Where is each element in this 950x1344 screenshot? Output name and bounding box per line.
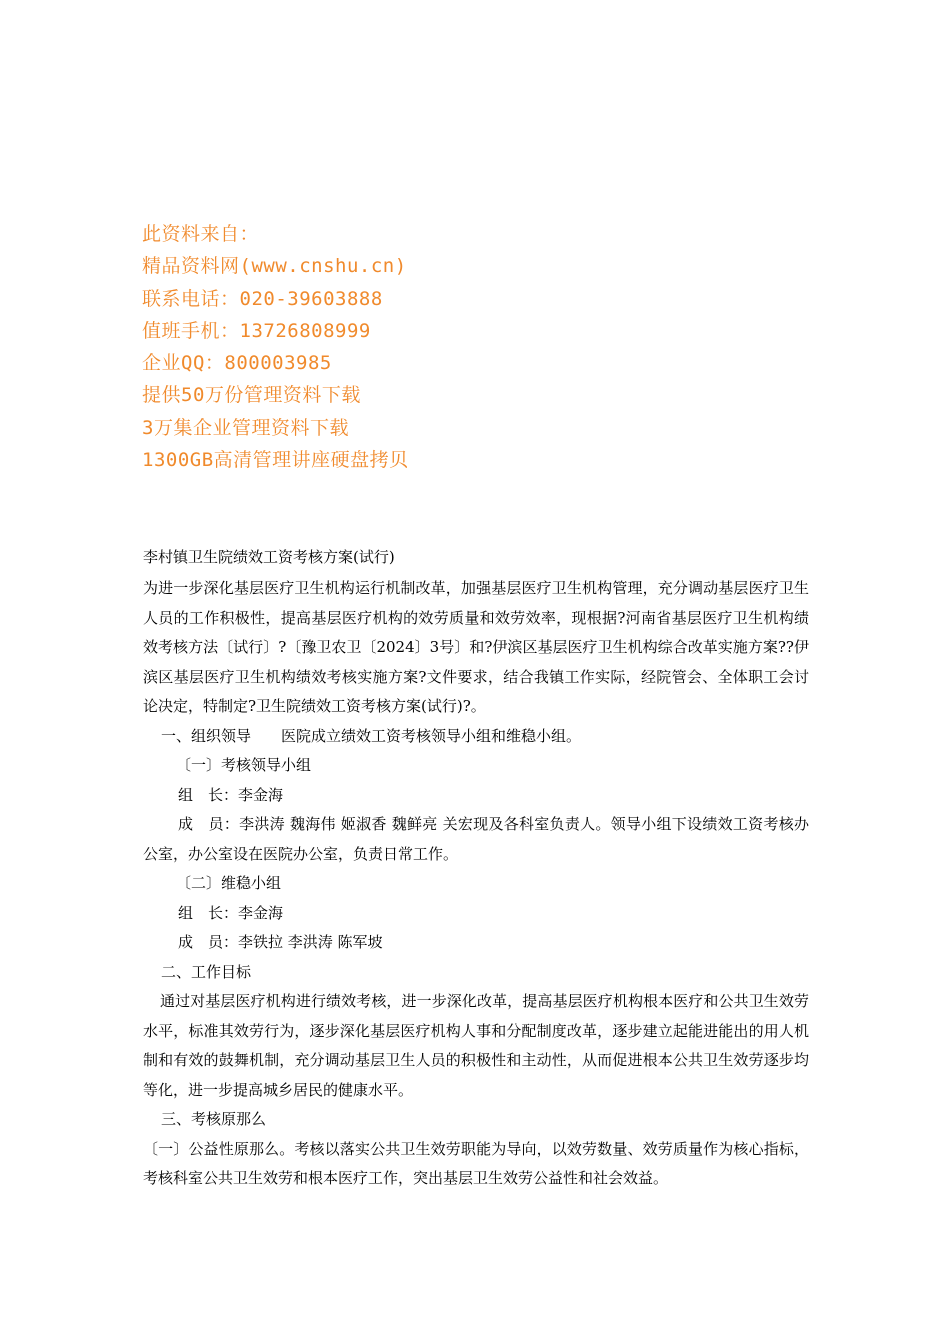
document-title: 李村镇卫生院绩效工资考核方案(试行) [143,548,395,566]
document-body [143,543,809,1194]
ad-line-source: 此资料来自： [142,223,260,245]
section-1-sub1-leader: 组 长：李金海 [178,785,284,804]
section-1-sub2-members: 成 员：李铁拉 李洪涛 陈军坡 [178,933,383,951]
intro-paragraph: 为进一步深化基层医疗卫生机构运行机制改革，加强基层医疗卫生机构管理，充分调动基层医疗卫生人员的工作积极性，提高基层医疗机构的效劳质量和效劳效率，现根据?河南省基层医疗卫生机构绩效考核方法〔试行〕?〔豫卫农卫〔2024〕3号〕和?伊滨区基层医疗卫生机构综合改革实施方案??伊滨区基层医疗卫生机构绩效考核实施方案?文件要求，结合我镇工作实际，经院管会、全体职工会讨论决定，特制定?卫生院绩效工资考核方案(试行)?。 [143,579,809,715]
ad-line-offer-3: 1300GB高清管理讲座硬盘拷贝 [142,449,409,472]
section-1-heading: 一、组织领导 医院成立绩效工资考核领导小组和维稳小组。 [161,726,582,745]
ad-line-website: 精品资料网(www.cnshu.cn) [142,255,407,278]
section-3-item-1: 〔一〕公益性原那么。考核以落实公共卫生效劳职能为导向，以效劳数量、效劳质量作为核心指标，考核科室公共卫生效劳和根本医疗工作，突出基层卫生效劳公益性和社会效益。 [143,1139,809,1187]
ad-line-mobile: 值班手机：13726808999 [142,319,371,342]
section-1-subheading-2: 〔二〕维稳小组 [176,874,282,892]
section-1-sub1-members: 成 员：李洪涛 魏海伟 姬淑香 魏鲜亮 关宏现及各科室负责人。领导小组下设绩效工资考核办公室，办公室设在医院办公室，负责日常工作。 [143,815,809,863]
section-2-heading: 二、工作目标 [161,962,252,981]
ad-line-qq: 企业QQ：800003985 [142,352,332,375]
section-3-heading: 三、考核原那么 [161,1110,267,1128]
section-1-sub2-leader: 组 长：李金海 [178,903,284,922]
ad-line-offer-2: 3万集企业管理资料下载 [142,416,349,439]
source-ad-block [142,218,642,476]
section-2-body: 通过对基层医疗机构进行绩效考核，进一步深化改革，提高基层医疗机构根本医疗和公共卫生效劳水平，标准其效劳行为，逐步深化基层医疗机构人事和分配制度改革，逐步建立起能进能出的用人机制和有效的鼓舞机制，充分调动基层卫生人员的积极性和主动性，从而促进根本公共卫生效劳逐步均等化，进一步提高城乡居民的健康水平。 [143,992,809,1099]
ad-line-offer-1: 提供50万份管理资料下载 [142,384,361,407]
ad-line-phone: 联系电话：020-39603888 [142,287,383,310]
section-1-subheading-1: 〔一〕考核领导小组 [176,756,312,774]
